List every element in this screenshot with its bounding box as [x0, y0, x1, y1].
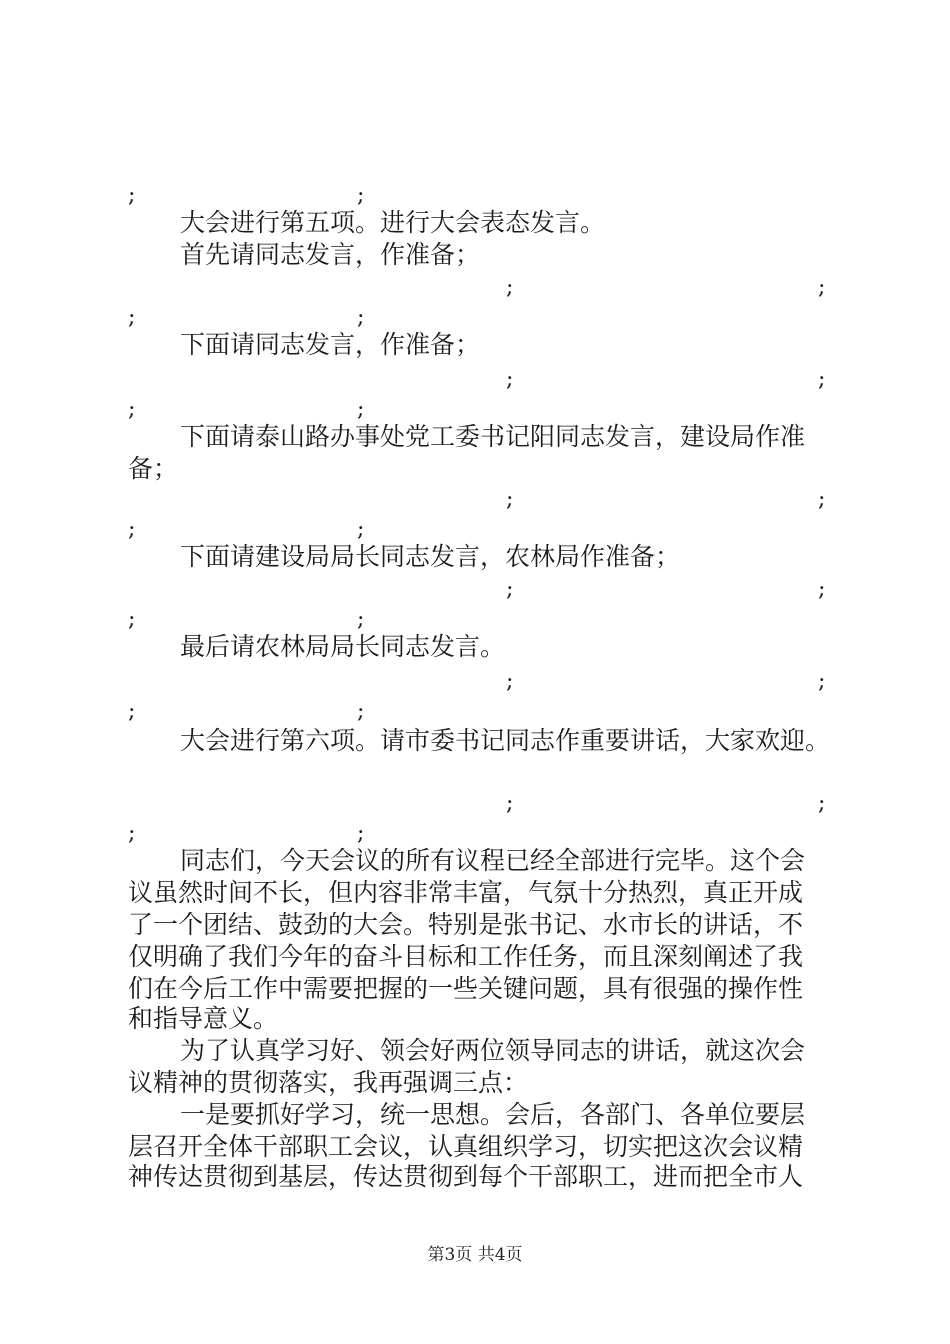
closing-paragraph-line: 和指导意义。	[128, 1004, 279, 1033]
semicolon-marker: ;	[506, 275, 514, 300]
semicolon-marker: ;	[506, 669, 514, 694]
point-one-paragraph-line: 一是要抓好学习，统一思想。会后，各部门、各单位要层	[180, 1100, 806, 1129]
speaker-1-line: 首先请同志发言，作准备；	[180, 240, 481, 269]
semicolon-marker: ;	[128, 397, 136, 422]
semicolon-marker: ;	[818, 367, 826, 392]
semicolon-marker: ;	[357, 305, 365, 330]
semicolon-marker: ;	[128, 183, 136, 208]
semicolon-marker: ;	[506, 367, 514, 392]
page-footer: 第3页 共4页	[427, 1245, 523, 1265]
semicolon-marker: ;	[357, 397, 365, 422]
speaker-3-line-1: 下面请泰山路办事处党工委书记阳同志发言，建设局作准	[180, 422, 806, 451]
agenda-item-5-title: 大会进行第五项。进行大会表态发言。	[180, 208, 606, 237]
speaker-5-line: 最后请农林局局长同志发言。	[180, 632, 506, 661]
semicolon-marker: ;	[128, 305, 136, 330]
closing-paragraph-line: 们在今后工作中需要把握的一些关键问题，具有很强的操作性	[128, 974, 804, 1003]
semicolon-marker: ;	[506, 791, 514, 816]
emphasis-paragraph-line: 议精神的贯彻落实，我再强调三点：	[128, 1068, 529, 1097]
speaker-2-line: 下面请同志发言，作准备；	[180, 330, 481, 359]
semicolon-marker: ;	[357, 821, 365, 846]
semicolon-marker: ;	[128, 821, 136, 846]
semicolon-marker: ;	[357, 699, 365, 724]
closing-paragraph-line: 同志们，今天会议的所有议程已经全部进行完毕。这个会	[180, 846, 806, 875]
closing-paragraph-line: 了一个团结、鼓劲的大会。特别是张书记、水市长的讲话，不	[128, 910, 804, 939]
semicolon-marker: ;	[357, 607, 365, 632]
semicolon-marker: ;	[357, 183, 365, 208]
emphasis-paragraph-line: 为了认真学习好、领会好两位领导同志的讲话，就这次会	[180, 1036, 806, 1065]
closing-paragraph-line: 议虽然时间不长，但内容非常丰富，气氛十分热烈，真正开成	[128, 878, 804, 907]
speaker-4-line: 下面请建设局局长同志发言，农林局作准备；	[180, 542, 681, 571]
semicolon-marker: ;	[818, 275, 826, 300]
semicolon-marker: ;	[128, 699, 136, 724]
semicolon-marker: ;	[818, 669, 826, 694]
semicolon-marker: ;	[128, 517, 136, 542]
closing-paragraph-line: 仅明确了我们今年的奋斗目标和工作任务，而且深刻阐述了我	[128, 942, 804, 971]
semicolon-marker: ;	[506, 487, 514, 512]
semicolon-marker: ;	[128, 607, 136, 632]
point-one-paragraph-line: 神传达贯彻到基层，传达贯彻到每个干部职工，进而把全市人	[128, 1162, 804, 1191]
point-one-paragraph-line: 层召开全体干部职工会议，认真组织学习，切实把这次会议精	[128, 1132, 804, 1161]
semicolon-marker: ;	[818, 487, 826, 512]
semicolon-marker: ;	[506, 577, 514, 602]
semicolon-marker: ;	[357, 517, 365, 542]
semicolon-marker: ;	[818, 577, 826, 602]
speaker-3-line-2: 备；	[128, 454, 179, 483]
semicolon-marker: ;	[818, 791, 826, 816]
agenda-item-6-title: 大会进行第六项。请市委书记同志作重要讲话，大家欢迎。	[180, 726, 831, 755]
